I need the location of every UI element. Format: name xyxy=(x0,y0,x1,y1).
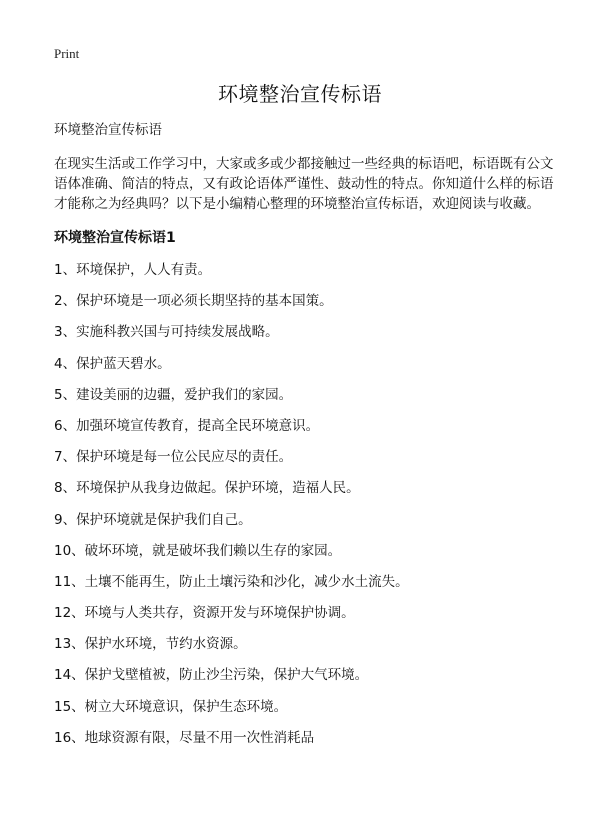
slogan-list xyxy=(54,255,554,754)
list-item: 8、环境保护从我身边做起。保护环境，造福人民。 xyxy=(54,480,360,497)
list-item: 5、建设美丽的边疆，爱护我们的家园。 xyxy=(54,386,293,403)
section-heading: 环境整治宣传标语1 xyxy=(54,230,176,246)
intro-paragraph: 在现实生活或工作学习中，大家或多或少都接触过一些经典的标语吧，标语既有公文语体准确、简洁的特点，又有政论语体严谨性、鼓动性的特点。你知道什么样的标语才能称之为经典吗？以下是小编精心整理的环境整治宣传标语，欢迎阅读与收藏。 xyxy=(54,156,554,212)
article-body xyxy=(54,120,554,754)
list-item: 9、保护环境就是保护我们自己。 xyxy=(54,511,252,528)
list-item: 2、保护环境是一项必须长期坚持的基本国策。 xyxy=(54,293,333,310)
list-item: 14、保护戈壁植被，防止沙尘污染，保护大气环境。 xyxy=(54,667,369,684)
list-item: 10、破坏环境，就是破坏我们赖以生存的家园。 xyxy=(54,542,342,559)
list-item: 7、保护环境是每一位公民应尽的责任。 xyxy=(54,449,293,466)
list-item: 4、保护蓝天碧水。 xyxy=(54,355,171,372)
document-subtitle: 环境整治宣传标语 xyxy=(54,122,162,138)
print-link[interactable]: Print xyxy=(54,46,80,61)
list-item: 6、加强环境宣传教育，提高全民环境意识。 xyxy=(54,417,320,434)
list-item: 1、环境保护，人人有责。 xyxy=(54,262,212,278)
list-item: 3、实施科教兴国与可持续发展战略。 xyxy=(54,324,279,341)
list-item: 12、环境与人类共存，资源开发与环境保护协调。 xyxy=(54,605,355,622)
list-item: 16、地球资源有限，尽量不用一次性消耗品 xyxy=(54,729,315,746)
list-item: 13、保护水环境，节约水资源。 xyxy=(54,636,247,653)
list-item: 11、土壤不能再生，防止土壤污染和沙化，减少水土流失。 xyxy=(54,573,409,590)
page-title: 环境整治宣传标语 xyxy=(218,82,382,106)
list-item: 15、树立大环境意识，保护生态环境。 xyxy=(54,698,288,715)
